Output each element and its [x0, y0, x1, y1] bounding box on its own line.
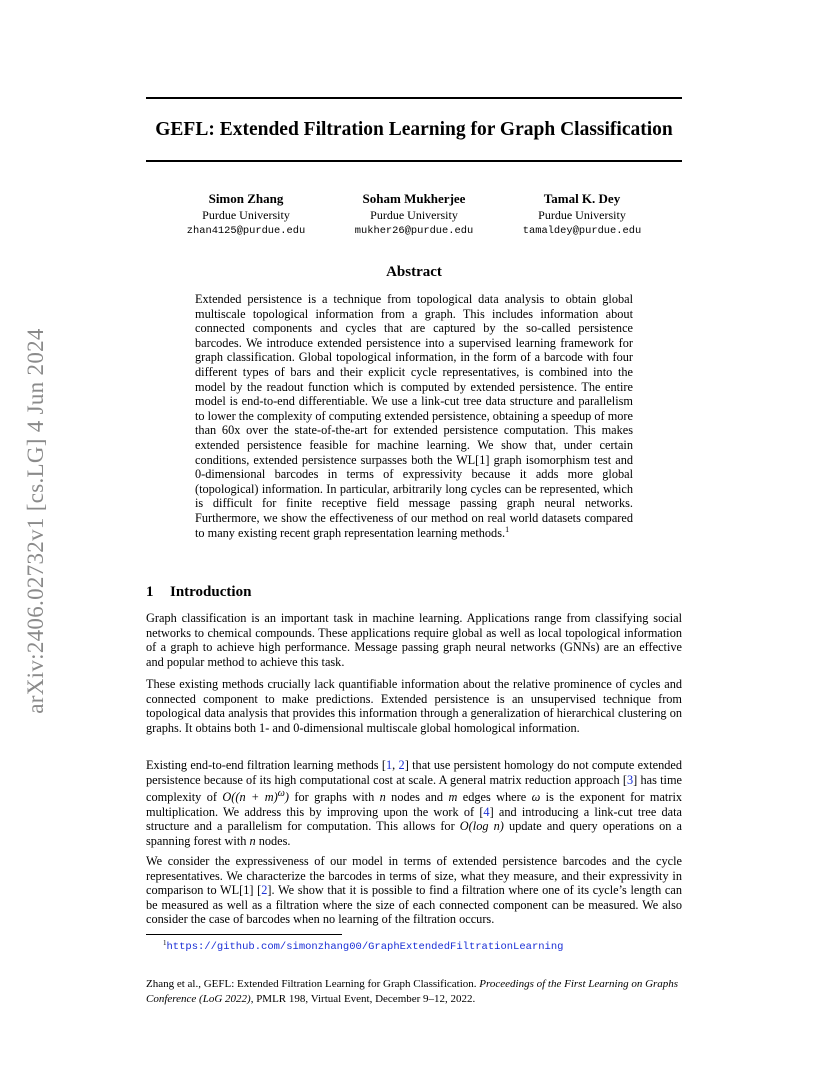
arxiv-stamp — [22, 296, 50, 746]
author-email[interactable]: tamaldey@purdue.edu — [522, 225, 642, 237]
author-email[interactable]: mukher26@purdue.edu — [354, 225, 474, 237]
citation-link[interactable]: 3 — [626, 772, 634, 787]
author-name: Soham Mukherjee — [362, 191, 466, 206]
footnote — [163, 939, 563, 953]
section-heading — [146, 584, 251, 601]
author-affiliation: Purdue University — [538, 208, 626, 222]
abstract-text: Extended persistence is a technique from topological data analysis to obtain global multiscale topological information from a graph. This includes information about connected components and cycles that are captured by the so-called persistence barcodes. We introduce extended persistence into a supervised learning framework for graph classification. Global topological information, in the form of a barcode with four different types of bars and their explicit cycle representatives, is combined into the model by the readout function which is computed by extended persistence. The entire model is end-to-end differentiable. We use a link-cut tree data structure and parallelism to lower the complexity of computing extended persistence, obtaining a speedup of more than 60x over the state-of-the-art for extended persistence computation. This makes extended persistence feasible for machine learning. We show that, under certain conditions, extended persistence surpasses both the WL[1] graph isomorphism test and 0-dimensional barcodes in terms of expressivity because it adds more global (topological) information. In particular, arbitrarily long cycles can be represented, which is difficult for finite receptive field message passing graph neural networks. Furthermore, we show the effectiveness of our method on real world datasets compared to many existing recent graph representation learning methods. — [195, 292, 633, 540]
author-block — [482, 190, 682, 239]
math-var: n — [379, 790, 386, 805]
author-affiliation: Purdue University — [370, 208, 458, 222]
math-complexity: $O((n + m)^\omega)$ — [222, 788, 290, 805]
venue-citation: Zhang et al., GEFL: Extended Filtration Learning for Graph Classification. Proceedings of the First Learning on Graphs Conference (LoG 2022), PMLR 198, Virtual Event, December 9–12, 2022. — [146, 978, 679, 1005]
author-affiliation: Purdue University — [202, 208, 290, 222]
intro-paragraph-3: Existing end-to-end filtration learning methods [1, 2] that use persistent homology do not compute extended persistence because of its high computational cost at scale. A general matrix reduction approach [3] has time complexity of $O((n + m)^\omega)$ for graphs with n nodes and m edges where ω is the exponent for matrix multiplication. We address this by improving upon the work of [4] and introducing a link-cut tree data structure and a parallelism for computation. This allows for O(log n) update and query operations on a spanning forest with n nodes. — [146, 758, 683, 849]
math-var: n — [249, 834, 256, 849]
footnote-rule — [146, 934, 342, 935]
author-name: Tamal K. Dey — [543, 191, 621, 206]
citation-link[interactable]: 2 — [398, 758, 405, 772]
venue-name: Proceedings of the First Learning on Graphs Conference (LoG 2022) — [146, 978, 679, 1005]
intro-paragraph-4: We consider the expressiveness of our model in terms of extended persistence barcodes and the cycle representatives. We characterize the barcodes in terms of size, what they measure, and their expressivity in comparison to WL[1] [2]. We show that it is possible to find a filtration where one of its cycle’s length can be measured as well as a filtration where the size of each connected component can be measured. We also consider the case of barcodes when no learning of the filtration occurs. — [146, 854, 682, 927]
citation-link[interactable]: 1 — [385, 758, 393, 772]
footnote-mark: 1 — [163, 939, 167, 947]
abstract-body — [195, 292, 633, 540]
author-email[interactable]: zhan4125@purdue.edu — [186, 225, 306, 237]
intro-paragraph-1: Graph classification is an important task in machine learning. Applications range from classifying social networks to chemical compounds. These applications require global as well as local topological information of a graph to achieve high performance. Message passing graph neural networks (GNNs) are an effective and popular method to achieve this task. — [146, 611, 682, 669]
math-var: m — [448, 790, 458, 805]
section-title: Introduction — [170, 584, 252, 600]
author-name: Simon Zhang — [208, 191, 284, 206]
math-complexity: O(log n) — [459, 819, 504, 834]
title-rule-bottom — [146, 160, 682, 162]
footnote-marker[interactable]: 1 — [505, 524, 510, 534]
intro-paragraph-2: These existing methods crucially lack quantifiable information about the relative prominence of cycles and connected component to make predictions. Extended persistence is an unsupervised technique from topological data analysis that provides this information through a generalization of hierarchical clustering on graphs. It obtains both 1- and 0-dimensional multiscale global homological information. — [146, 677, 682, 735]
title-rule-top — [146, 97, 682, 99]
citation-link[interactable]: 4 — [483, 804, 490, 819]
abstract-heading: Abstract — [386, 264, 442, 280]
math-var: ω — [531, 790, 541, 805]
arxiv-stamp-text: arXiv:2406.02732v1 [cs.LG] 4 Jun 2024 — [23, 328, 48, 714]
github-link[interactable]: https://github.com/simonzhang00/GraphExtendedFiltrationLearning — [166, 941, 564, 953]
paper-title: GEFL: Extended Filtration Learning for Graph Classification — [155, 119, 673, 140]
section-number: 1 — [146, 584, 154, 600]
citation-link[interactable]: 2 — [261, 883, 268, 898]
